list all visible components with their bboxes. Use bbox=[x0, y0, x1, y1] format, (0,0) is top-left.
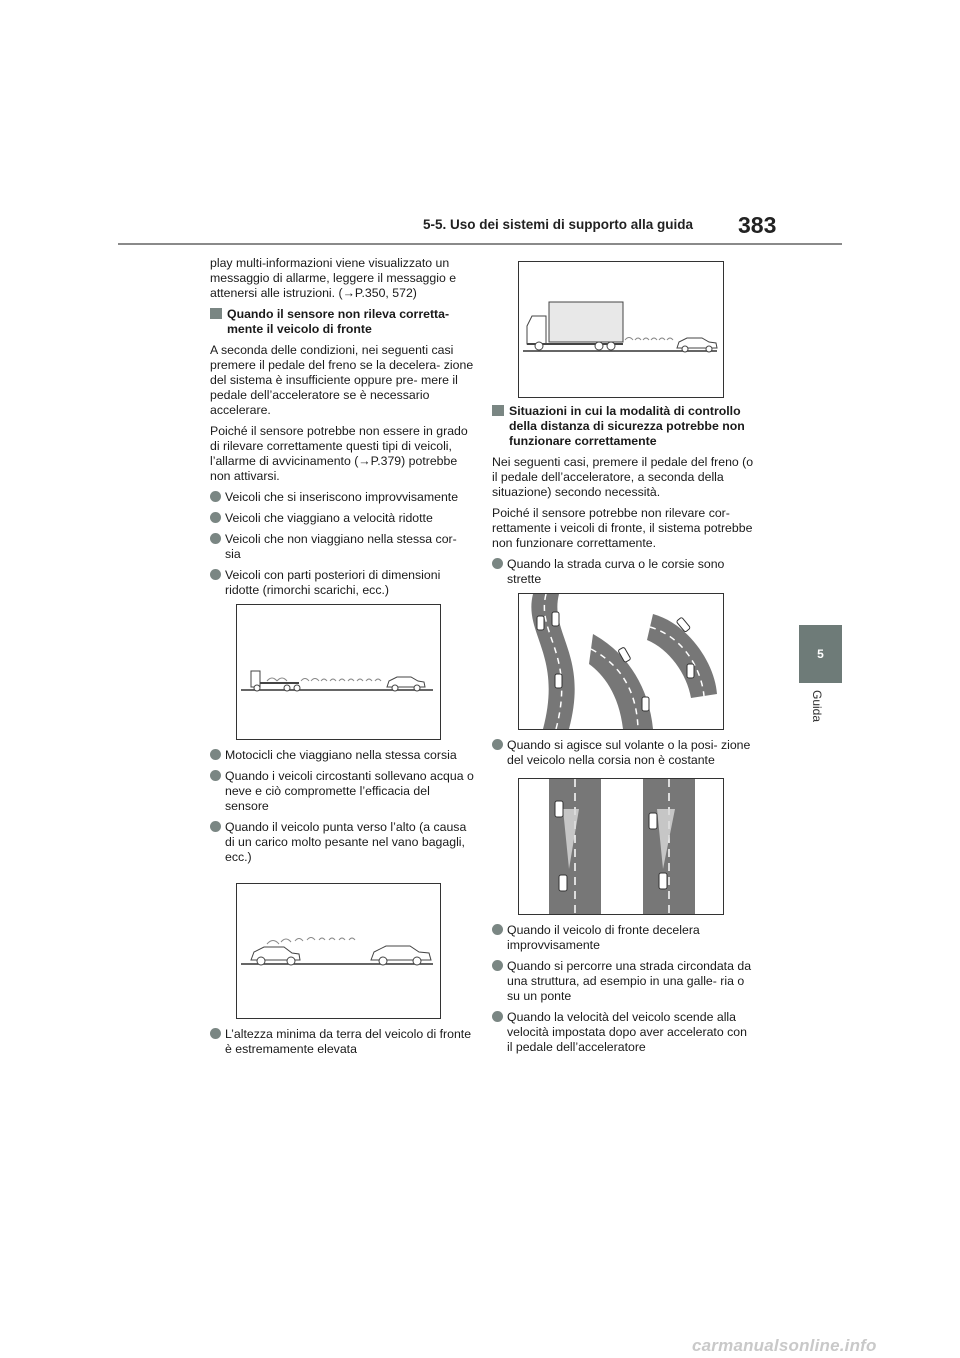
list-item-text: L’altezza minima da terra del veicolo di fronte è estremamente elevata bbox=[225, 1027, 472, 1056]
bullet-dot-icon bbox=[210, 569, 221, 580]
list-item-text: Quando il veicolo di fronte decelera improvvisamente bbox=[507, 923, 700, 952]
list-item bbox=[492, 557, 754, 587]
list-item bbox=[492, 923, 754, 953]
section-heading bbox=[210, 307, 474, 337]
bullet-dot-icon bbox=[210, 491, 221, 502]
body-paragraph: Poiché il sensore potrebbe non rilevare cor- rettamente i veicoli di fronte, il sistema potrebbe non funzionare correttamente. bbox=[492, 506, 753, 550]
bullet-dot-icon bbox=[210, 512, 221, 523]
list-item bbox=[210, 748, 474, 763]
body-paragraph: Poiché il sensore potrebbe non essere in grado di rilevare correttamente questi tipi di veicoli, l’allarme di avvicinamento (→P.379) potrebbe non attivarsi. bbox=[210, 424, 468, 483]
list-item-text: Motocicli che viaggiano nella stessa corsia bbox=[225, 748, 457, 762]
chapter-number: 5 bbox=[817, 647, 824, 661]
list-item bbox=[492, 959, 754, 1004]
section-heading bbox=[492, 404, 754, 449]
list-item-text: Quando la strada curva o le corsie sono strette bbox=[507, 557, 725, 586]
bullet-dot-icon bbox=[492, 924, 503, 935]
truck-following-illustration bbox=[518, 261, 724, 398]
bullet-dot-icon bbox=[492, 739, 503, 750]
bullet-dot-icon bbox=[492, 558, 503, 569]
list-item-text: Quando la velocità del veicolo scende alla velocità impostata dopo aver accelerato con il pedale dell’acceleratore bbox=[507, 1010, 747, 1054]
list-item bbox=[210, 820, 474, 865]
list-item bbox=[210, 568, 474, 598]
left-column bbox=[210, 256, 474, 1063]
list-item-text: Quando il veicolo punta verso l’alto (a causa di un carico molto pesante nel vano bagagli, ecc.) bbox=[225, 820, 467, 864]
bullet-dot-icon bbox=[210, 1028, 221, 1039]
body-paragraph: Nei seguenti casi, premere il pedale del freno (o il pedale dell’acceleratore, a seconda della situazione) secondo necessità. bbox=[492, 455, 754, 499]
list-item bbox=[492, 738, 754, 768]
list-item-text: Veicoli con parti posteriori di dimensioni ridotte (rimorchi scarichi, ecc.) bbox=[225, 568, 441, 597]
bullet-dot-icon bbox=[210, 749, 221, 760]
curved-road-illustration bbox=[518, 593, 724, 730]
bullet-dot-icon bbox=[492, 1011, 503, 1022]
bullet-dot-icon bbox=[210, 821, 221, 832]
square-bullet-icon bbox=[492, 405, 504, 416]
bullet-dot-icon bbox=[210, 533, 221, 544]
list-item bbox=[210, 532, 474, 562]
watermark: carmanualsonline.info bbox=[692, 1336, 877, 1355]
list-item bbox=[210, 490, 474, 505]
list-item-text: Veicoli che viaggiano a velocità ridotte bbox=[225, 511, 433, 525]
page-number: 383 bbox=[738, 212, 777, 238]
right-column bbox=[492, 404, 754, 1061]
section-title: 5-5. Uso dei sistemi di supporto alla guida bbox=[423, 217, 694, 232]
bullet-dot-icon bbox=[492, 960, 503, 971]
list-item-text: Quando si agisce sul volante o la posi- zione del veicolo nella corsia non è costante bbox=[507, 738, 751, 767]
intro-paragraph: play multi-informazioni viene visualizzato un messaggio di allarme, leggere il messaggio e attenersi alle istruzioni. (→P.350, 572) bbox=[210, 256, 457, 300]
header-divider bbox=[118, 243, 842, 245]
truck-trailer-illustration bbox=[236, 604, 441, 740]
list-item bbox=[210, 1027, 474, 1057]
list-item bbox=[210, 769, 474, 814]
square-bullet-icon bbox=[210, 308, 222, 319]
heading-text: Quando il sensore non rileva corretta- mente il veicolo di fronte bbox=[227, 307, 450, 336]
raised-vehicle-illustration bbox=[236, 883, 441, 1019]
list-item bbox=[210, 511, 474, 526]
list-item-text: Veicoli che si inseriscono improvvisamente bbox=[225, 490, 459, 504]
bullet-dot-icon bbox=[210, 770, 221, 781]
heading-text: Situazioni in cui la modalità di controllo della distanza di sicurezza potrebbe non funzionare correttamente bbox=[509, 404, 745, 448]
chapter-label: Guida bbox=[810, 690, 824, 723]
chapter-tab[interactable] bbox=[799, 625, 842, 683]
list-item-text: Veicoli che non viaggiano nella stessa cor- sia bbox=[225, 532, 457, 561]
list-item-text: Quando i veicoli circostanti sollevano acqua o neve e ciò compromette l’efficacia del sensore bbox=[225, 769, 474, 813]
lane-position-illustration bbox=[518, 778, 724, 915]
list-item-text: Quando si percorre una strada circondata da una struttura, ad esempio in una galle- ria o su un ponte bbox=[507, 959, 752, 1003]
body-paragraph: A seconda delle condizioni, nei seguenti casi premere il pedale del freno se la decelera- zione del sistema è insufficiente oppure pre- mere il pedale dell’acceleratore se è necessario accelerare. bbox=[210, 343, 474, 417]
list-item bbox=[492, 1010, 754, 1055]
